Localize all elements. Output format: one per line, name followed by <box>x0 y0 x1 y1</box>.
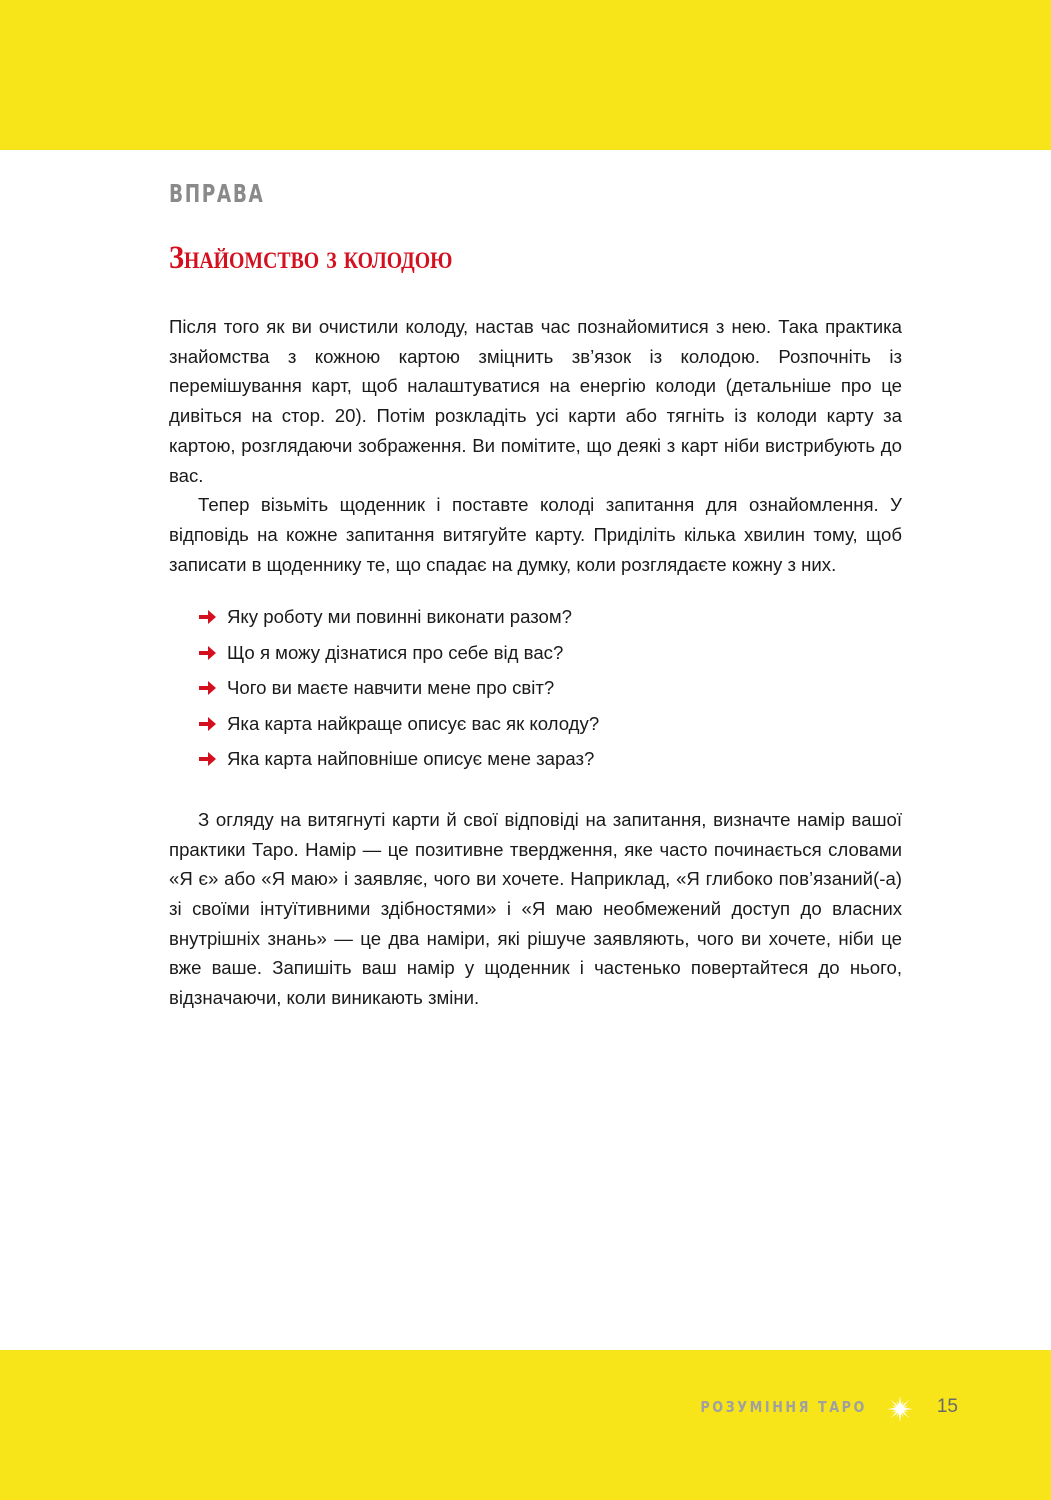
arrow-right-icon <box>199 681 216 695</box>
list-item <box>169 599 902 635</box>
page-content <box>169 172 902 1013</box>
list-item <box>169 741 902 777</box>
question-text: Яку роботу ми повинні виконати разом? <box>227 606 573 628</box>
page-footer <box>700 1394 960 1426</box>
top-yellow-band <box>0 0 1051 150</box>
question-text: Чого ви маєте навчити мене про світ? <box>227 677 555 699</box>
question-text: Яка карта найповніше описує мене зараз? <box>227 748 595 770</box>
arrow-right-icon <box>199 646 216 660</box>
intention-paragraph: З огляду на витягнуті карти й свої відповіді на запитання, визначте намір вашої практики Таро. Намір — це позитивне твердження, яке часто починається словами «Я є» або «Я маю» і заявляє, чого ви хочете. Наприклад, «Я глибоко пов’язаний(-а) зі своїми інтуїтивними здібностями» і «Я маю необмежений доступ до власних внутрішніх знань» — це два наміри, які рішуче заявляють, чого ви хочете, ніби це вже ваше. Запишіть ваш намір у щоденник і частенько повертайтеся до нього, відзначаючи, коли виникають зміни. <box>169 808 902 1009</box>
question-text: Що я можу дізнатися про себе від вас? <box>227 641 564 663</box>
journal-paragraph: Тепер візьміть щоденник і поставте колоді запитання для ознайомлення. У відповідь на кожне запитання витягуйте карту. Приділіть кілька хвилин тому, щоб записати в щоденнику те, що спадає на думку, коли розглядаєте кожну з них. <box>169 494 902 575</box>
list-item <box>169 670 902 706</box>
section-eyebrow: ВПРАВА <box>169 179 265 208</box>
arrow-right-icon <box>199 752 216 766</box>
page-title: Знайомство з колодою <box>169 240 453 276</box>
page-number: 15 <box>936 1396 958 1417</box>
running-footer-title: РОЗУМІННЯ ТАРО <box>700 1398 867 1416</box>
list-item <box>169 706 902 742</box>
arrow-right-icon <box>199 610 216 624</box>
question-list <box>169 599 902 777</box>
intro-paragraph: Після того як ви очистили колоду, настав час познайомитися з нею. Така практика знайомства з кожною картою зміцнить зв’язок із колодою. Розпочніть із перемішування карт, щоб налаштуватися на енергію колоди (детальніше про це дивіться на стор. 20). Потім розкладіть усі карти або тягніть із колоди карту за картою, розглядаючи зображення. Ви помітите, що деякі з карт ніби вистрибують до вас. <box>169 316 902 486</box>
arrow-right-icon <box>199 717 216 731</box>
star-burst-icon <box>887 1396 913 1422</box>
list-item <box>169 635 902 671</box>
question-text: Яка карта найкраще описує вас як колоду? <box>227 712 600 734</box>
